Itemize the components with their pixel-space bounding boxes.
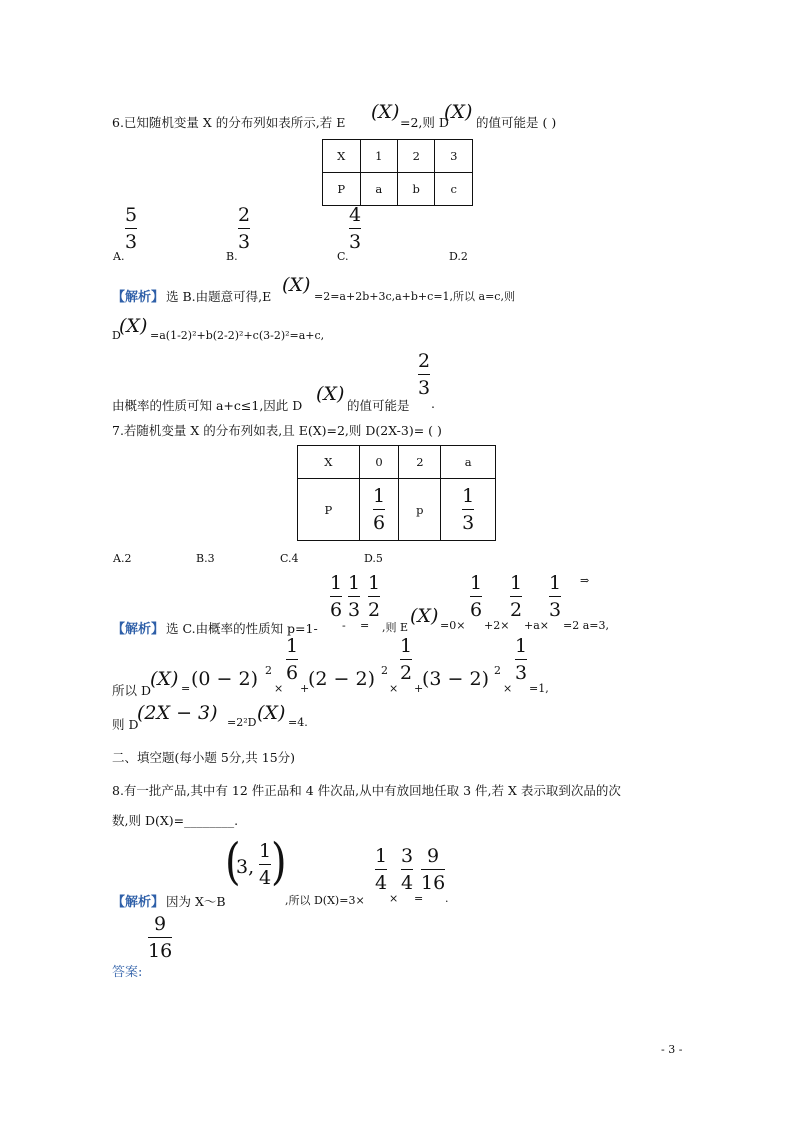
q8-equals: = bbox=[414, 892, 424, 905]
q6-option-c-fraction bbox=[349, 204, 361, 253]
q7-implies-arrow: ⇒ bbox=[580, 574, 590, 587]
q8-stem-line2: 数,则 D(X)=________. bbox=[112, 813, 239, 828]
numerator: 1 bbox=[400, 635, 413, 657]
q8-solution-tag: 【解析】 bbox=[112, 895, 165, 910]
q7-solution-line1-c: =0× bbox=[440, 619, 466, 632]
table-cell: P bbox=[323, 173, 361, 206]
q6-option-b-fraction bbox=[238, 204, 250, 253]
q7-solution-math: (X) bbox=[410, 605, 439, 627]
numerator: 1 bbox=[259, 840, 272, 862]
numerator: 1 bbox=[470, 572, 483, 594]
q8-solution-b: ,所以 D(X)=3× bbox=[285, 894, 365, 907]
denominator: 16 bbox=[148, 940, 173, 962]
q6-option-a-fraction bbox=[125, 204, 137, 253]
numerator: 1 bbox=[373, 485, 386, 507]
denominator: 6 bbox=[470, 599, 483, 621]
q7-minus: - bbox=[342, 619, 346, 632]
q7-term: (0 − 2) bbox=[191, 668, 259, 690]
q8-period: . bbox=[445, 892, 449, 905]
table-cell: 1 bbox=[360, 140, 397, 173]
denominator: 3 bbox=[349, 231, 362, 253]
table-cell: c bbox=[435, 173, 473, 206]
q7-solution-tag: 【解析】 bbox=[112, 622, 165, 637]
table-cell: p bbox=[399, 479, 441, 541]
numerator: 2 bbox=[418, 350, 431, 372]
q7-option-a: A.2 bbox=[113, 552, 132, 565]
q7-term: (2 − 2) bbox=[308, 668, 376, 690]
q8-answer-fraction bbox=[148, 913, 172, 962]
q7-solution-math: (X) bbox=[150, 668, 179, 690]
q8-fraction bbox=[401, 845, 413, 894]
denominator: 3 bbox=[549, 599, 562, 621]
denominator: 3 bbox=[348, 599, 361, 621]
page-number: - 3 - bbox=[661, 1043, 683, 1056]
q8-fraction bbox=[421, 845, 445, 894]
q7-fraction bbox=[515, 635, 527, 684]
numerator: 4 bbox=[349, 204, 362, 226]
table-cell: P bbox=[298, 479, 360, 541]
q7-solution-line3-b: =2²D bbox=[227, 716, 257, 729]
numerator: 1 bbox=[510, 572, 523, 594]
table-cell: a bbox=[360, 173, 397, 206]
q7-fraction bbox=[510, 572, 522, 621]
numerator: 1 bbox=[375, 845, 388, 867]
q7-stem: 7.若随机变量 X 的分布列如表,且 E(X)=2,则 D(2X-3)= ( ) bbox=[112, 423, 442, 438]
q7-plusa: +a× bbox=[524, 619, 549, 632]
q7-equals: = bbox=[360, 619, 370, 632]
q6-math-dx: (X) bbox=[444, 101, 473, 123]
q7-exponent: 2 bbox=[494, 664, 501, 677]
denominator: 3 bbox=[238, 231, 251, 253]
q6-distribution-table bbox=[322, 139, 473, 206]
left-paren: ( bbox=[225, 833, 241, 891]
numerator: 2 bbox=[238, 204, 251, 226]
q6-solution-line3-a: 由概率的性质可知 a+c≤1,因此 D bbox=[112, 398, 303, 413]
q7-solution-math: (X) bbox=[257, 702, 286, 724]
q7-fraction bbox=[348, 572, 360, 621]
q6-solution-line1-a: 选 B.由题意可得,E bbox=[166, 289, 272, 304]
q7-solution-line3-a: 则 D bbox=[112, 717, 139, 732]
q6-solution-math: (X) bbox=[119, 315, 148, 337]
table-cell: 2 bbox=[399, 446, 441, 479]
q7-times: × bbox=[503, 682, 513, 695]
q7-fraction bbox=[330, 572, 342, 621]
q6-stem-b: =2,则 D bbox=[400, 115, 449, 130]
q7-distribution-table bbox=[297, 445, 496, 541]
denominator: 4 bbox=[259, 867, 272, 889]
q7-plus2: +2× bbox=[484, 619, 510, 632]
q7-solution-line1-d: =2 a=3, bbox=[563, 619, 609, 632]
q6-stem-c: 的值可能是 ( ) bbox=[476, 115, 557, 130]
q7-exponent: 2 bbox=[381, 664, 388, 677]
denominator: 3 bbox=[515, 662, 528, 684]
q7-times: × bbox=[389, 682, 399, 695]
denominator: 3 bbox=[462, 512, 475, 534]
q8-stem-line1: 8.有一批产品,其中有 12 件正品和 4 件次品,从中有放回地任取 3 件,若 X 表示取到次品的次 bbox=[112, 783, 621, 798]
numerator: 9 bbox=[154, 913, 167, 935]
q8-solution-a: 因为 X～B bbox=[166, 894, 226, 909]
q6-solution-math: (X) bbox=[282, 274, 311, 296]
q7-option-d: D.5 bbox=[364, 552, 383, 565]
q8-times: × bbox=[389, 892, 399, 905]
q7-exponent: 2 bbox=[265, 664, 272, 677]
numerator: 3 bbox=[401, 845, 414, 867]
table-cell: 2 bbox=[397, 140, 434, 173]
denominator: 2 bbox=[510, 599, 523, 621]
q7-solution-line3-c: =4. bbox=[288, 716, 308, 729]
q7-solution-math: (2X − 3) bbox=[137, 702, 218, 724]
denominator: 3 bbox=[125, 231, 138, 253]
table-cell: a bbox=[441, 446, 496, 479]
denominator: 4 bbox=[375, 872, 388, 894]
q6-solution-line1-b: =2=a+2b+3c,a+b+c=1,所以 a=c,则 bbox=[314, 290, 515, 303]
q8-binom-n: 3, bbox=[236, 856, 255, 878]
numerator: 1 bbox=[286, 635, 299, 657]
table-cell-fraction bbox=[441, 479, 496, 541]
q7-term: (3 − 2) bbox=[422, 668, 490, 690]
q7-fraction bbox=[470, 572, 482, 621]
table-cell: X bbox=[323, 140, 361, 173]
q6-solution-line2-b: =a(1-2)²+b(2-2)²+c(3-2)²=a+c, bbox=[150, 329, 325, 342]
q7-option-b: B.3 bbox=[196, 552, 215, 565]
table-cell: 0 bbox=[359, 446, 399, 479]
q6-stem-a: 6.已知随机变量 X 的分布列如表所示,若 E bbox=[112, 115, 346, 130]
q8-fraction bbox=[375, 845, 387, 894]
q6-option-b-label: B. bbox=[226, 250, 238, 263]
denominator: 16 bbox=[421, 872, 446, 894]
denominator: 2 bbox=[400, 662, 413, 684]
q8-binom-p bbox=[259, 840, 271, 889]
q7-fraction bbox=[286, 635, 298, 684]
q6-solution-line2-a: D bbox=[112, 329, 121, 342]
numerator: 1 bbox=[368, 572, 381, 594]
numerator: 1 bbox=[462, 485, 475, 507]
q6-solution-period: . bbox=[431, 396, 435, 411]
q7-plus: + bbox=[300, 682, 310, 695]
q6-option-d: D.2 bbox=[449, 250, 468, 263]
q7-solution-line2-a: 所以 D bbox=[112, 683, 151, 698]
denominator: 3 bbox=[418, 377, 431, 399]
q6-option-a-label: A. bbox=[113, 250, 125, 263]
denominator: 6 bbox=[330, 599, 343, 621]
denominator: 4 bbox=[401, 872, 414, 894]
q6-math-ex: (X) bbox=[371, 101, 400, 123]
q7-times: × bbox=[274, 682, 284, 695]
right-paren: ) bbox=[271, 833, 287, 891]
q6-solution-math: (X) bbox=[316, 383, 345, 405]
numerator: 1 bbox=[348, 572, 361, 594]
numerator: 1 bbox=[330, 572, 343, 594]
q7-solution-line2-end: =1, bbox=[529, 682, 549, 695]
q6-solution-fraction bbox=[418, 350, 430, 399]
q8-answer-label: 答案: bbox=[112, 965, 143, 980]
q7-equals: = bbox=[181, 682, 191, 695]
numerator: 5 bbox=[125, 204, 138, 226]
q7-fraction bbox=[549, 572, 561, 621]
numerator: 1 bbox=[515, 635, 528, 657]
q6-solution-line3-b: 的值可能是 bbox=[347, 398, 410, 413]
denominator: 6 bbox=[373, 512, 386, 534]
table-cell: b bbox=[397, 173, 434, 206]
numerator: 1 bbox=[549, 572, 562, 594]
q7-fraction bbox=[368, 572, 380, 621]
denominator: 2 bbox=[368, 599, 381, 621]
denominator: 6 bbox=[286, 662, 299, 684]
section-heading: 二、填空题(每小题 5分,共 15分) bbox=[112, 750, 296, 765]
table-cell-fraction bbox=[359, 479, 399, 541]
q7-fraction bbox=[400, 635, 412, 684]
q6-option-c-label: C. bbox=[337, 250, 349, 263]
q7-solution-line1-b: ,则 E bbox=[382, 621, 409, 634]
q7-plus: + bbox=[414, 682, 424, 695]
q6-solution-tag: 【解析】 bbox=[112, 290, 165, 305]
table-cell: 3 bbox=[435, 140, 473, 173]
q7-solution-line1-a: 选 C.由概率的性质知 p=1- bbox=[166, 621, 318, 636]
table-cell: X bbox=[298, 446, 360, 479]
numerator: 9 bbox=[427, 845, 440, 867]
q7-option-c: C.4 bbox=[280, 552, 299, 565]
